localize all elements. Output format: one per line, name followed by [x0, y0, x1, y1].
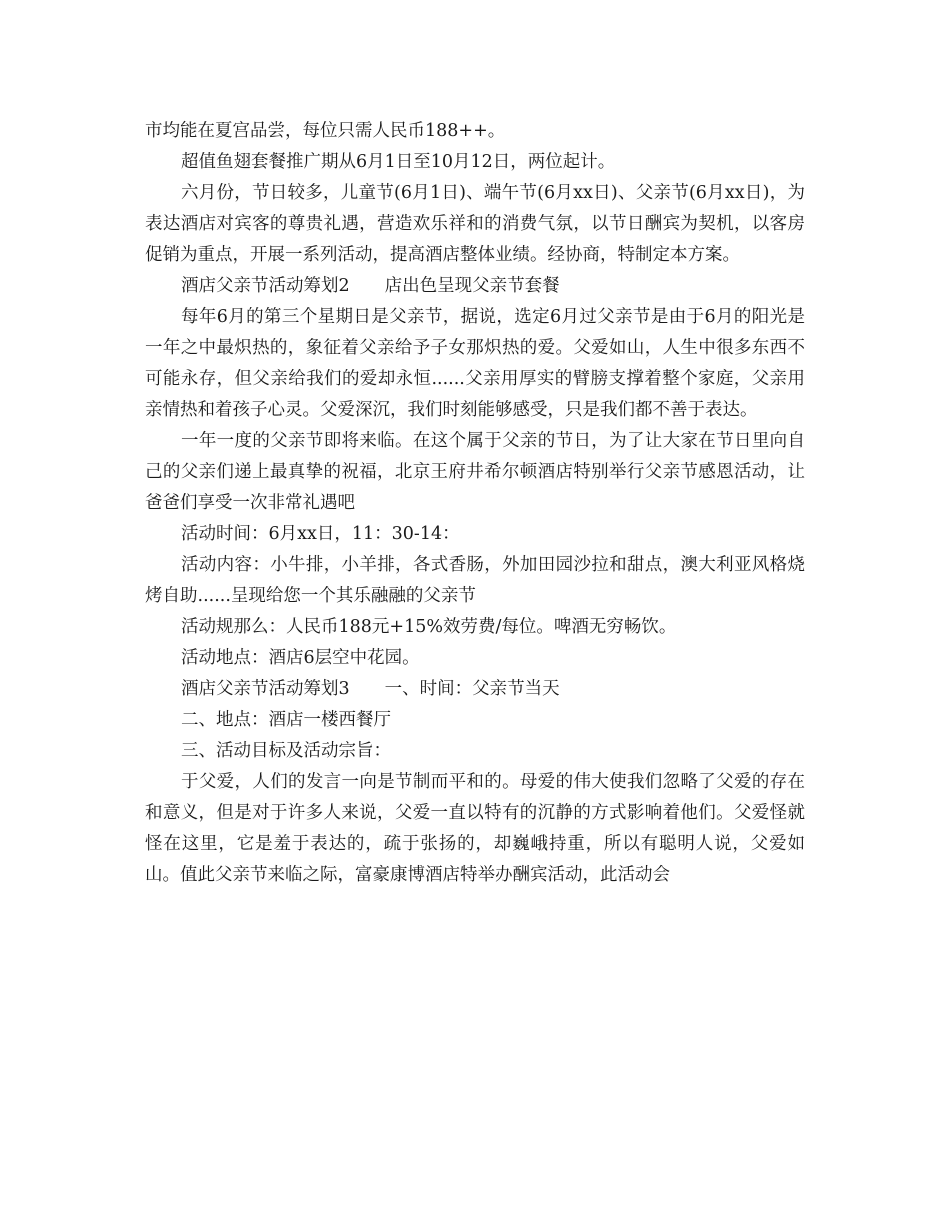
document-body — [145, 116, 805, 891]
activity-time: 活动时间：6月xx日，11：30-14： — [181, 524, 460, 544]
goals-item: 三、活动目标及活动宗旨： — [181, 741, 391, 761]
activity-location: 活动地点：酒店6层空中花园。 — [181, 648, 420, 668]
paragraph-6: 一年一度的父亲节即将来临。在这个属于父亲的节日，为了让大家在节日里向自己的父亲们递上最真挚的祝福，北京王府井希尔顿酒店特别举行父亲节感恩活动，让爸爸们享受一次非常礼遇吧 — [145, 431, 805, 513]
section-heading-2: 酒店父亲节活动筹划2 店出色呈现父亲节套餐 — [181, 276, 560, 296]
paragraph-5: 每年6月的第三个星期日是父亲节，据说，选定6月过父亲节是由于6月的阳光是一年之中最炽热的，象征着父亲给予子女那炽热的爱。父爱如山，人生中很多东西不可能永存，但父亲给我们的爱却永恒......父亲用厚实的臂膀支撑着整个家庭，父亲用亲情热和着孩子心灵。父爱深沉，我们时刻能够感受，只是我们都不善于表达。 — [145, 307, 805, 420]
paragraph-3: 六月份，节日较多，儿童节(6月1日)、端午节(6月xx日)、父亲节(6月xx日)，为表达酒店对宾客的尊贵礼遇，营造欢乐祥和的消费气氛，以节日酬宾为契机，以客房促销为重点，开展一系列活动，提高酒店整体业绩。经协商，特制定本方案。 — [145, 183, 805, 265]
location-item: 二、地点：酒店一楼西餐厅 — [181, 710, 391, 730]
paragraph-2: 超值鱼翅套餐推广期从6月1日至10月12日，两位起计。 — [181, 152, 616, 172]
section-heading-3: 酒店父亲节活动筹划3 一、时间：父亲节当天 — [181, 679, 560, 699]
activity-rules: 活动规那么：人民币188元+15%效劳费/每位。啤酒无穷畅饮。 — [181, 617, 677, 637]
paragraph-14: 于父爱，人们的发言一向是节制而平和的。母爱的伟大使我们忽略了父爱的存在和意义，但是对于许多人来说，父爱一直以特有的沉静的方式影响着他们。父爱怪就怪在这里，它是羞于表达的，疏于张扬的，却巍峨持重，所以有聪明人说，父爱如山。值此父亲节来临之际，富豪康博酒店特举办酬宾活动，此活动会 — [145, 772, 805, 885]
activity-content: 活动内容：小牛排，小羊排，各式香肠，外加田园沙拉和甜点，澳大利亚风格烧烤自助......呈现给您一个其乐融融的父亲节 — [145, 555, 805, 606]
paragraph-1: 市均能在夏宫品尝，每位只需人民币188++。 — [145, 121, 506, 141]
